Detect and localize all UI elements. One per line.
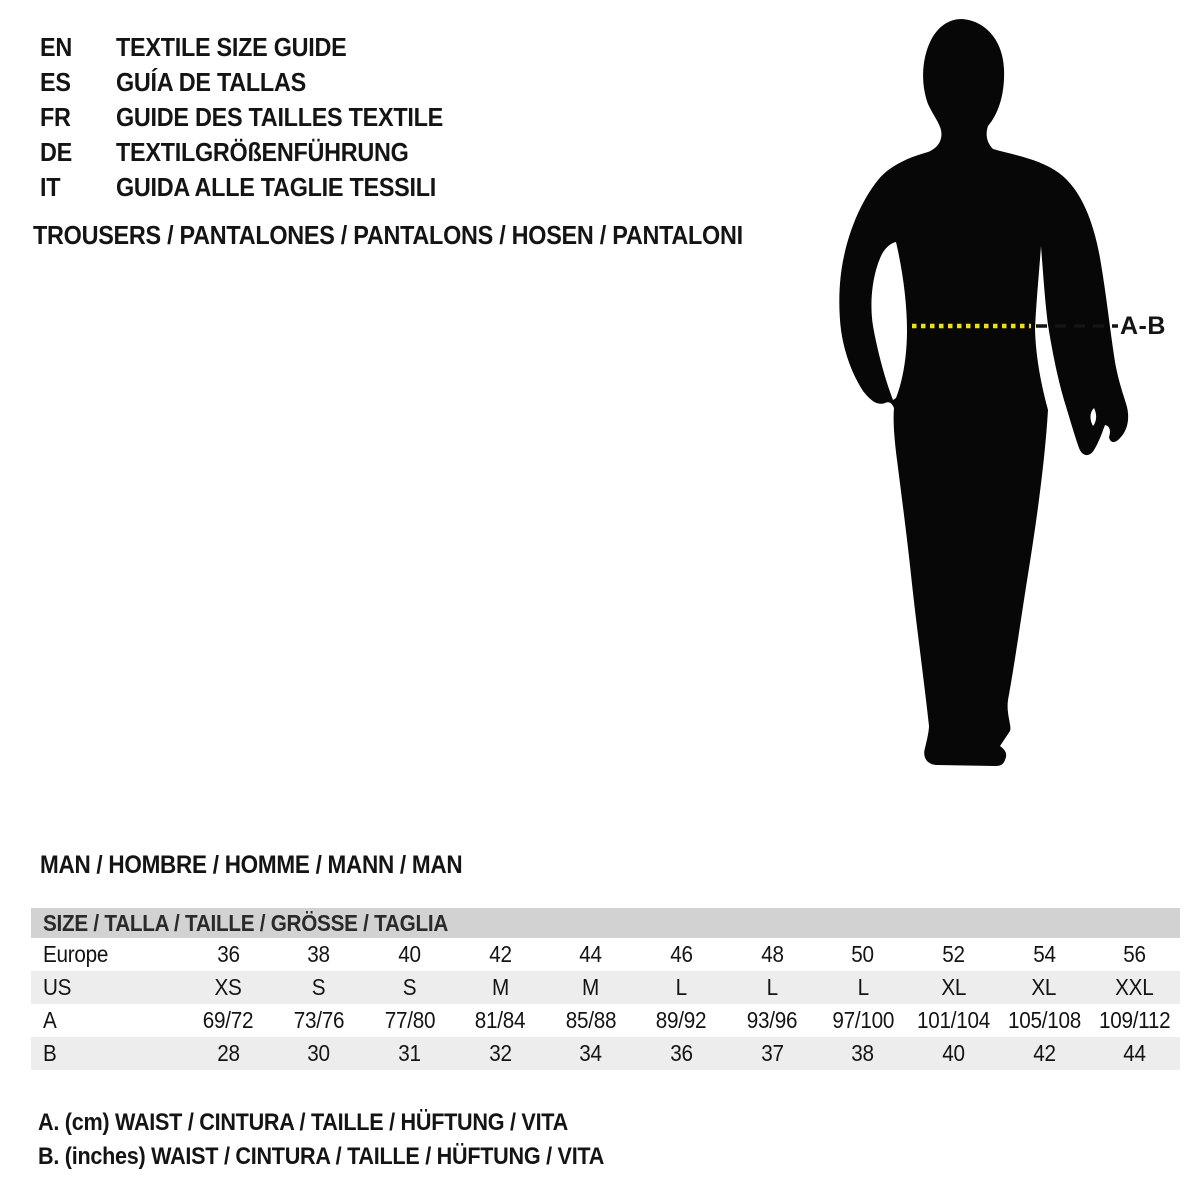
lang-row-it <box>40 170 479 205</box>
language-guide-list <box>40 30 479 205</box>
table-row-a <box>31 1004 1180 1037</box>
table-cell-text: XL <box>1031 974 1057 1000</box>
lang-row-de <box>40 135 479 170</box>
table-row-us <box>31 971 1180 1004</box>
lang-row-fr <box>40 100 479 135</box>
row-label-text: US <box>43 974 72 1000</box>
footnote-a <box>38 1106 667 1140</box>
table-cell-text: 32 <box>488 1040 512 1066</box>
lang-label <box>116 172 472 203</box>
table-cell-text: M <box>491 974 509 1000</box>
lang-code <box>40 32 116 63</box>
lang-label-text: GUÍA DE TALLAS <box>116 67 306 97</box>
table-cell-text: XS <box>214 974 242 1000</box>
lang-code <box>40 137 116 168</box>
table-cell-text: 40 <box>942 1040 965 1066</box>
table-cell <box>1089 974 1180 1001</box>
row-label <box>31 1040 183 1067</box>
lang-row-es <box>40 65 479 100</box>
row-label <box>31 1007 183 1034</box>
table-cell <box>817 974 908 1001</box>
lang-label <box>116 102 479 133</box>
table-row-europe <box>31 938 1180 971</box>
table-cell-text: 85/88 <box>565 1007 617 1033</box>
table-cell-text: 44 <box>1123 1040 1146 1066</box>
table-cell-text: L <box>675 974 688 1000</box>
table-cell-text: 34 <box>579 1040 603 1066</box>
footnote-b-text: B. (inches) WAIST / CINTURA / TAILLE / HÜFTUNG / VITA <box>38 1143 605 1170</box>
lang-label <box>116 32 372 63</box>
table-row-b <box>31 1037 1180 1070</box>
table-cell-text: 38 <box>307 941 331 967</box>
table-cell-text: 101/104 <box>916 1007 990 1033</box>
table-cell-text: 105/108 <box>1007 1007 1081 1033</box>
table-cell-text: 81/84 <box>475 1007 526 1033</box>
table-cell-text: 52 <box>942 941 965 967</box>
table-cell-text: 36 <box>670 1040 693 1066</box>
table-cell-text: 42 <box>1032 1040 1056 1066</box>
table-cell <box>183 1040 274 1067</box>
table-cell-text: S <box>312 974 326 1000</box>
table-cell-text: 109/112 <box>1099 1007 1171 1033</box>
measure-label-ab: A-B <box>1120 312 1166 340</box>
table-cell <box>908 1040 999 1067</box>
table-cell-text: 30 <box>307 1040 331 1066</box>
table-cell <box>183 974 274 1001</box>
lang-code <box>40 102 116 133</box>
table-cell <box>636 1040 727 1067</box>
table-cell-text: 54 <box>1032 941 1056 967</box>
row-label-text: Europe <box>43 941 109 967</box>
table-cell <box>908 1007 999 1034</box>
category-title-text: TROUSERS / PANTALONES / PANTALONS / HOSEN / PANTALONI <box>33 220 743 250</box>
table-cell <box>364 1007 455 1034</box>
table-cell <box>817 1007 908 1034</box>
table-cell <box>999 974 1090 1001</box>
row-label-text: A <box>43 1007 57 1033</box>
table-cell-text: 69/72 <box>203 1007 254 1033</box>
lang-code-text: ES <box>40 67 71 97</box>
table-cell <box>546 974 637 1001</box>
table-cell <box>636 974 727 1001</box>
lang-code-text: EN <box>40 32 72 62</box>
table-cell <box>1089 1007 1180 1034</box>
table-cell <box>1089 941 1180 968</box>
row-label <box>31 974 183 1001</box>
lang-label <box>116 67 327 98</box>
table-cell-text: 28 <box>217 1040 240 1066</box>
table-cell <box>1089 1040 1180 1067</box>
table-cell <box>546 1040 637 1067</box>
footnote-a-text: A. (cm) WAIST / CINTURA / TAILLE / HÜFTUNG / VITA <box>38 1109 568 1136</box>
man-silhouette <box>839 19 1128 766</box>
lang-label-text: GUIDA ALLE TAGLIE TESSILI <box>116 172 436 202</box>
table-cell-text: 73/76 <box>293 1007 345 1033</box>
category-title <box>33 221 822 249</box>
table-cell <box>274 974 365 1001</box>
table-cell-text: 56 <box>1123 941 1146 967</box>
table-cell-text: XL <box>941 974 966 1000</box>
size-table-header <box>31 908 1180 938</box>
table-cell-text: M <box>582 974 600 1000</box>
table-cell <box>274 1007 365 1034</box>
table-cell <box>727 1040 818 1067</box>
table-cell-text: 46 <box>670 941 693 967</box>
table-cell-text: 37 <box>760 1040 784 1066</box>
table-cell-text: 89/92 <box>656 1007 707 1033</box>
table-cell <box>455 1007 546 1034</box>
section-title-man <box>40 851 509 879</box>
lang-label-text: GUIDE DES TAILLES TEXTILE <box>116 102 443 132</box>
table-cell <box>999 1040 1090 1067</box>
footnote-b <box>38 1140 667 1174</box>
table-cell-text: S <box>402 974 417 1000</box>
table-cell-text: XXL <box>1115 974 1154 1000</box>
lang-code-text: IT <box>40 172 61 202</box>
lang-code <box>40 67 116 98</box>
table-cell-text: 44 <box>579 941 603 967</box>
table-cell <box>817 1040 908 1067</box>
table-cell-text: 42 <box>488 941 512 967</box>
row-label <box>31 941 183 968</box>
lang-code-text: FR <box>40 102 71 132</box>
table-cell <box>908 974 999 1001</box>
lang-row-en <box>40 30 479 65</box>
table-cell-text: 31 <box>398 1040 421 1066</box>
table-cell-text: 77/80 <box>384 1007 435 1033</box>
table-cell <box>727 974 818 1001</box>
table-cell-text: 50 <box>851 941 875 967</box>
table-cell-text: 40 <box>398 941 421 967</box>
lang-code <box>40 172 116 203</box>
table-cell-text: L <box>857 974 869 1000</box>
table-cell-text: 38 <box>851 1040 875 1066</box>
footnotes <box>38 1106 667 1174</box>
size-table-rows <box>31 938 1180 1070</box>
row-label-text: B <box>43 1040 57 1066</box>
size-table-header-text: SIZE / TALLA / TAILLE / GRÖSSE / TAGLIA <box>43 909 448 936</box>
table-cell <box>546 941 637 968</box>
lang-label-text: TEXTILGRÖßENFÜHRUNG <box>116 137 409 167</box>
table-cell <box>364 1040 455 1067</box>
table-cell-text: 36 <box>217 941 240 967</box>
table-cell <box>364 941 455 968</box>
table-cell-text: 93/96 <box>746 1007 798 1033</box>
table-cell <box>636 941 727 968</box>
table-cell <box>817 941 908 968</box>
table-cell <box>727 941 818 968</box>
table-cell <box>636 1007 727 1034</box>
lang-code-text: DE <box>40 137 72 167</box>
table-cell <box>727 1007 818 1034</box>
lang-label <box>116 137 441 168</box>
table-cell <box>183 941 274 968</box>
table-cell <box>183 1007 274 1034</box>
table-cell-text: L <box>766 974 778 1000</box>
table-cell <box>364 974 455 1001</box>
lang-label-text: TEXTILE SIZE GUIDE <box>116 32 347 62</box>
table-cell <box>274 941 365 968</box>
man-silhouette-figure <box>820 10 1200 800</box>
table-cell-text: 97/100 <box>831 1007 894 1033</box>
table-cell <box>999 941 1090 968</box>
table-cell <box>908 941 999 968</box>
table-cell <box>455 1040 546 1067</box>
table-cell <box>455 974 546 1001</box>
table-cell <box>999 1007 1090 1034</box>
table-cell <box>546 1007 637 1034</box>
table-cell <box>274 1040 365 1067</box>
table-cell <box>455 941 546 968</box>
section-title-man-text: MAN / HOMBRE / HOMME / MANN / MAN <box>40 851 463 879</box>
size-table <box>31 908 1180 1070</box>
table-cell-text: 48 <box>760 941 784 967</box>
